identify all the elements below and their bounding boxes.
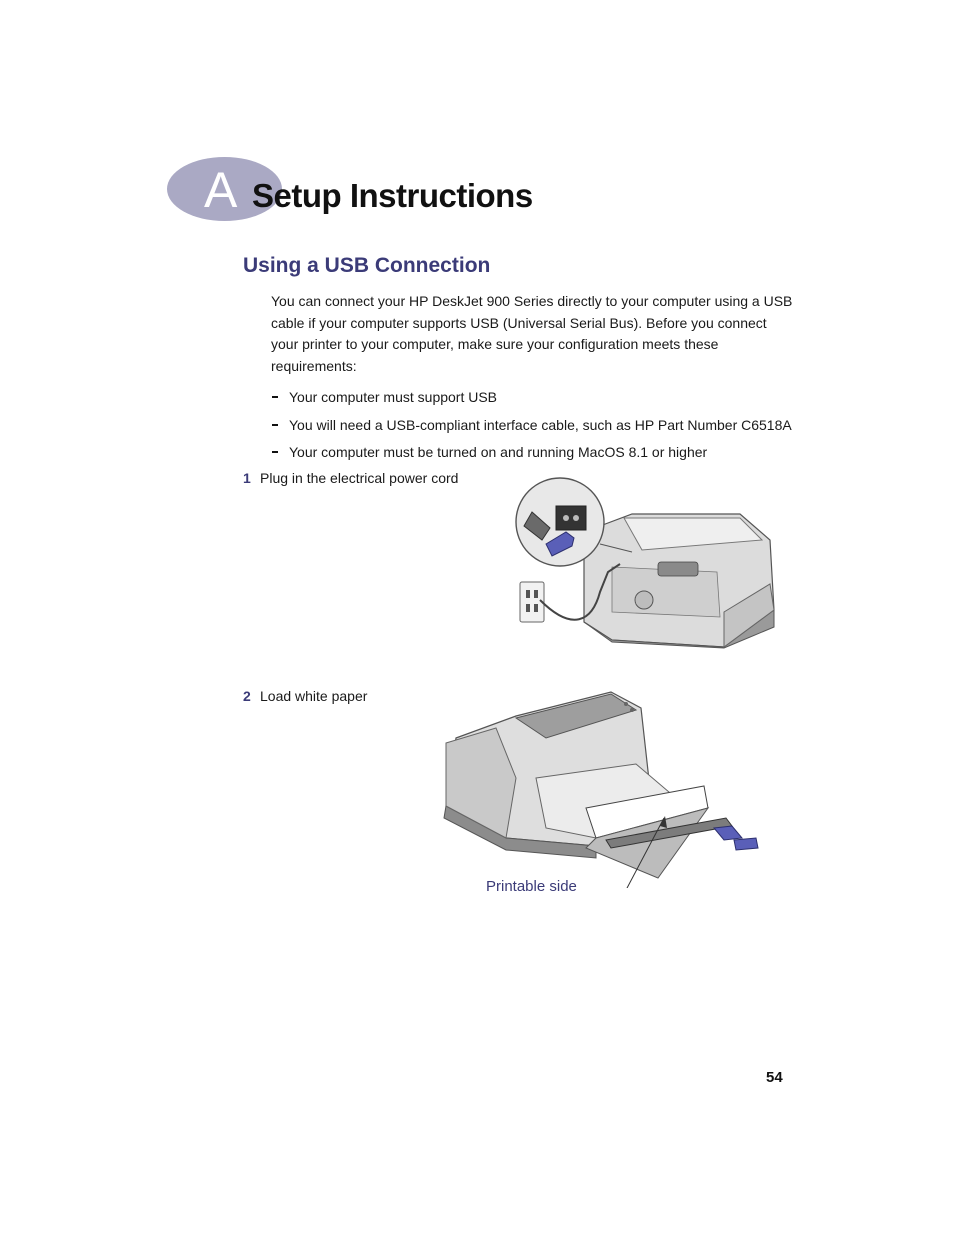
bullet-icon <box>272 396 278 398</box>
list-item <box>271 386 792 414</box>
intro-paragraph: You can connect your HP DeskJet 900 Series directly to your computer using a USB cable if your computer supports USB (Universal Serial Bus). Before you connect your printer to your computer, make sure your configuration meets these requirements: <box>271 293 793 374</box>
bullet-icon <box>272 424 278 426</box>
step-number: 2 <box>243 688 251 704</box>
list-item <box>271 441 792 469</box>
step-text: Load white paper <box>260 688 368 704</box>
section-heading: Using a USB Connection <box>243 254 491 277</box>
load-paper-illustration <box>436 688 762 888</box>
step-text: Plug in the electrical power cord <box>260 470 459 486</box>
step-2 <box>243 686 367 706</box>
power-cord-illustration <box>512 472 780 652</box>
list-item-text: Your computer must support USB <box>289 389 498 405</box>
step-1 <box>243 468 458 488</box>
step-number: 1 <box>243 470 251 486</box>
chapter-letter: A <box>204 162 238 218</box>
list-item-text: You will need a USB-compliant interface cable, such as HP Part Number C6518A <box>289 416 792 433</box>
bullet-icon <box>272 451 278 453</box>
chapter-title: Setup Instructions <box>252 177 533 214</box>
list-item <box>271 414 792 442</box>
page-number: 54 <box>766 1069 783 1086</box>
figure-caption: Printable side <box>486 878 577 895</box>
requirements-list <box>271 386 792 469</box>
list-item-text: Your computer must be turned on and running MacOS 8.1 or higher <box>289 444 708 460</box>
